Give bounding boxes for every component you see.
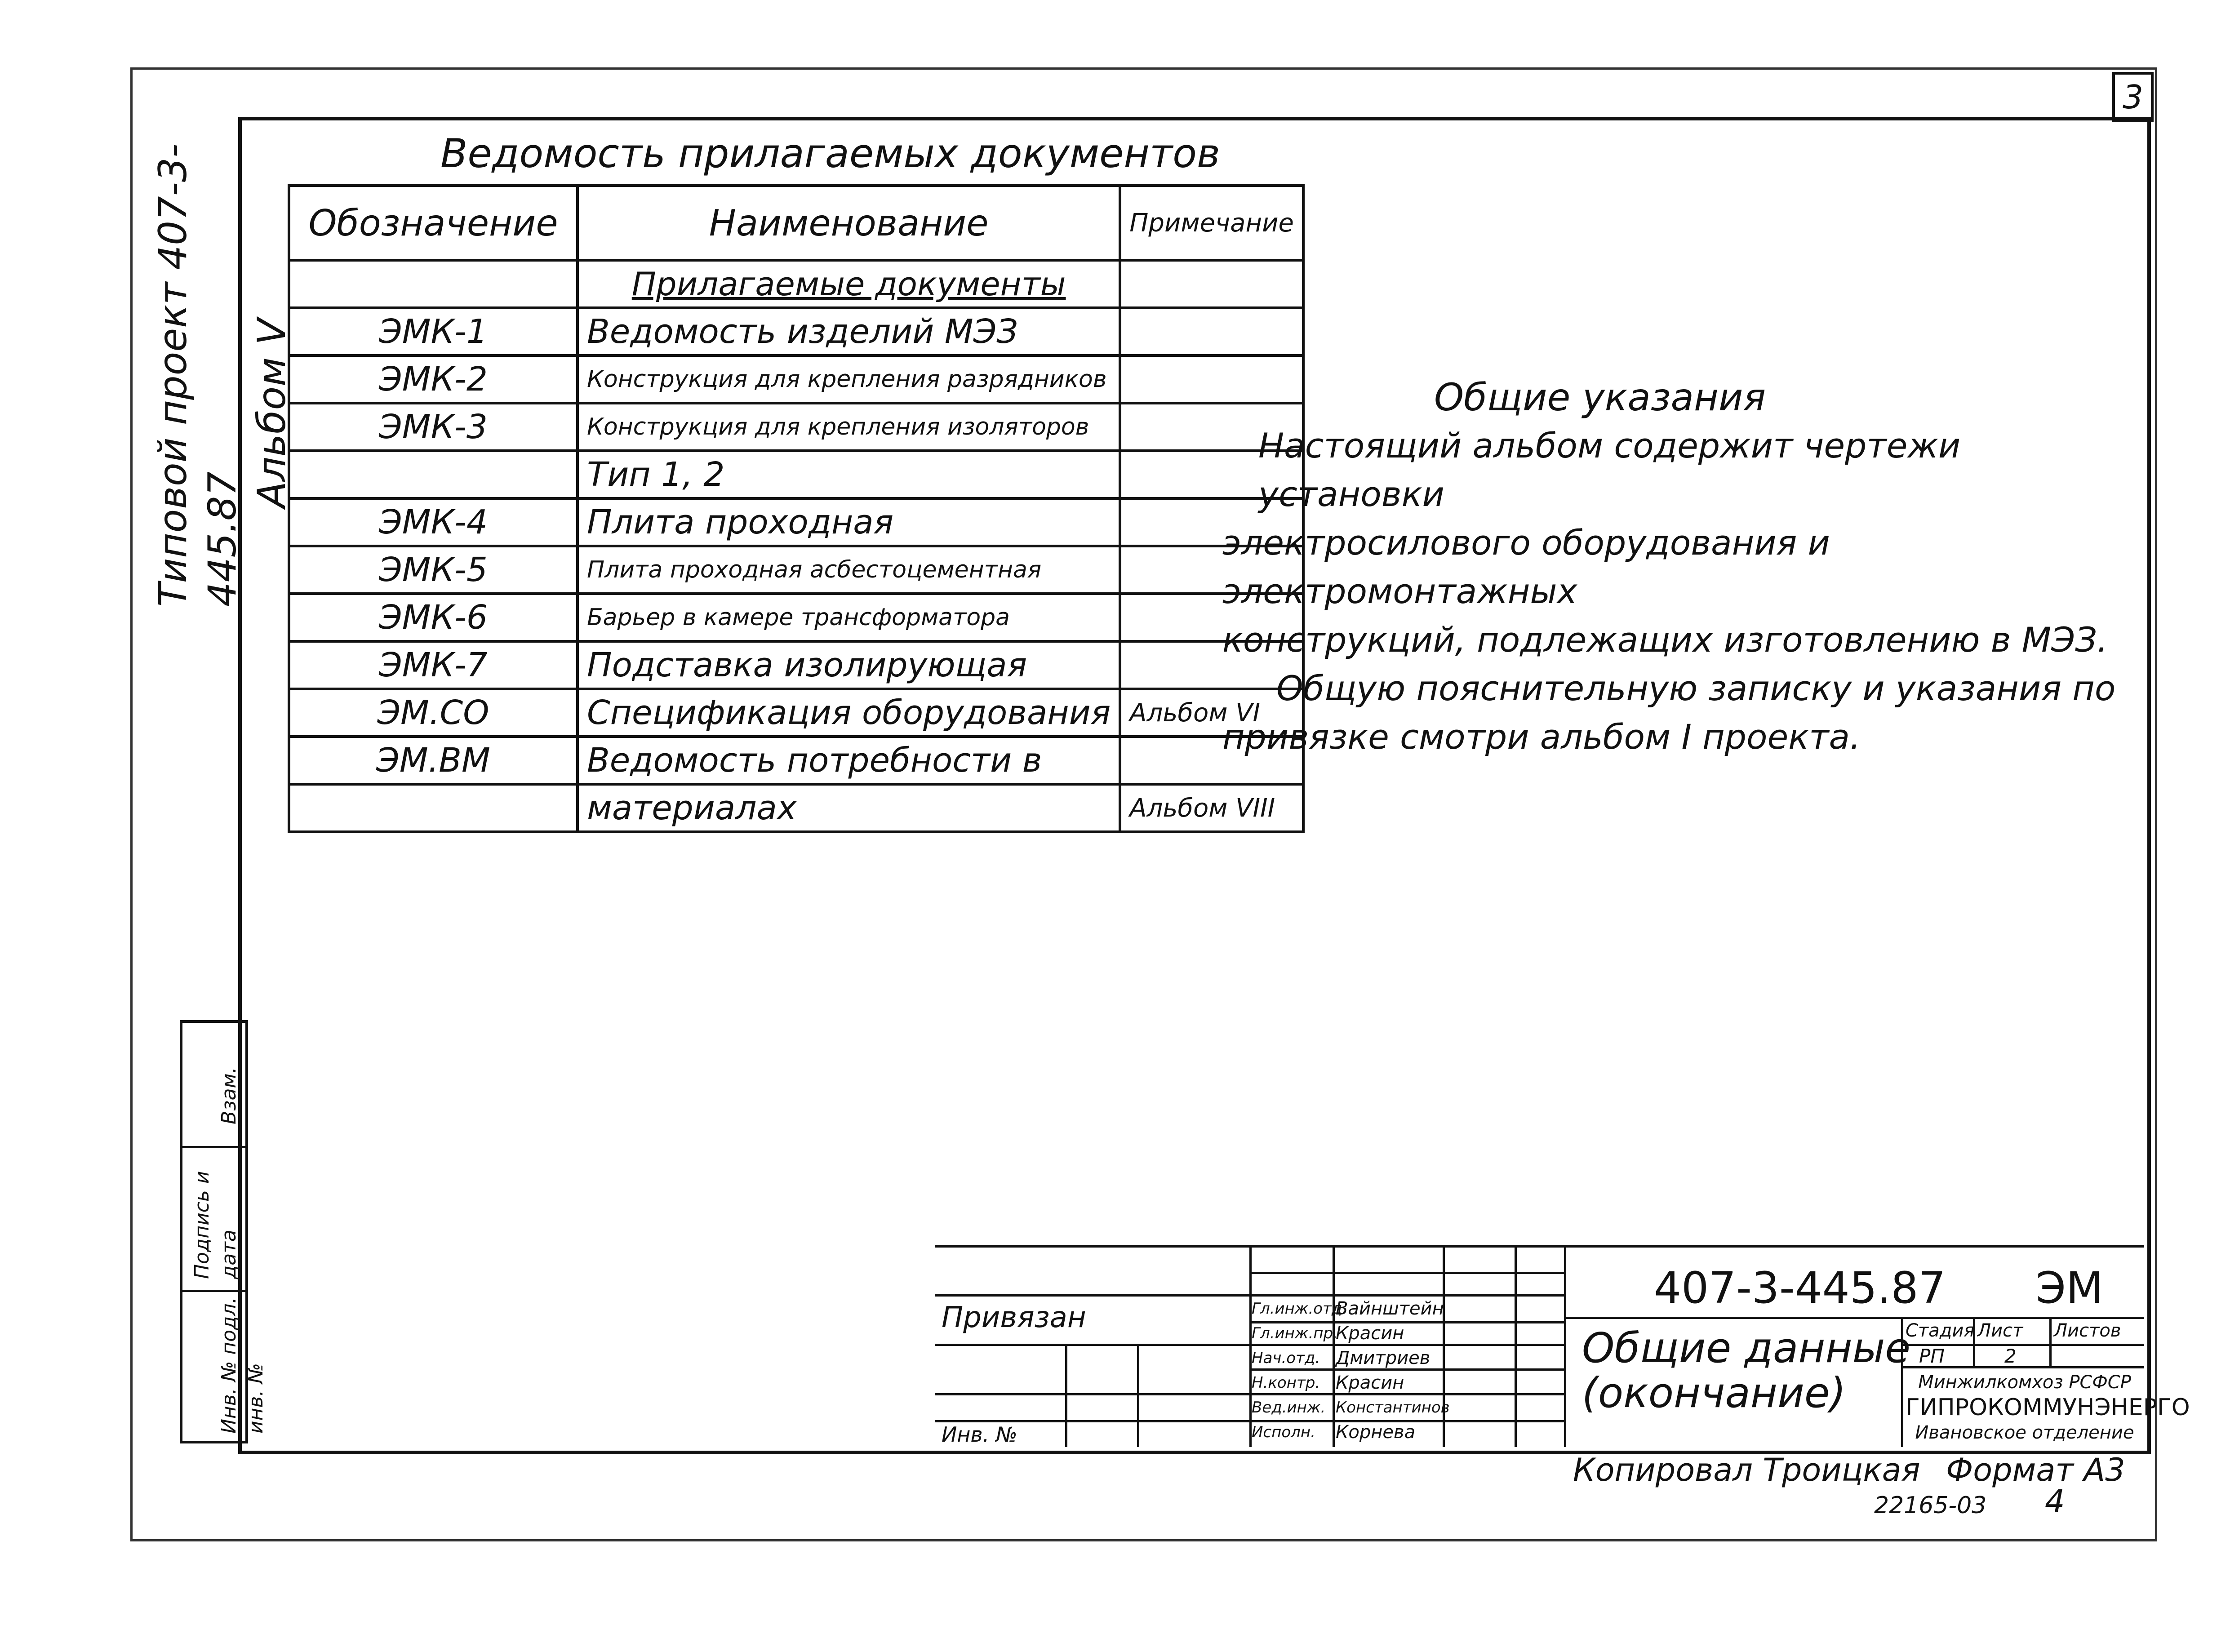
row-code: ЭМК-2: [289, 355, 578, 403]
roles-column: [1252, 1297, 1347, 1445]
row-name: Плита проходная: [578, 498, 1120, 546]
code-mark: ЭМ: [2036, 1263, 2103, 1313]
row-code: ЭМК-3: [289, 403, 578, 451]
grid-line: [935, 1294, 1249, 1297]
role-label: Нач.отд.: [1252, 1349, 1320, 1367]
stage-value: РП: [1919, 1345, 1945, 1367]
row-name: Ведомость изделий МЭЗ: [578, 308, 1120, 355]
notes-line: конструкций, подлежащих изготовлению в МЭЗ.: [1222, 620, 2108, 660]
sheets-label: Листов: [2054, 1320, 2121, 1341]
table-row: [289, 308, 1303, 355]
sheet-title: [1582, 1326, 1910, 1416]
organization: [1906, 1370, 2190, 1445]
documents-title: Ведомость прилагаемых документов: [440, 130, 1220, 177]
row-note: Альбом VI: [1120, 689, 1303, 737]
row-name: Спецификация оборудования: [578, 689, 1120, 737]
row-code: ЭМ.СО: [289, 689, 578, 737]
page-number: 4: [2045, 1483, 2065, 1520]
left-stamp-text: [189, 1020, 270, 1434]
sheet-label: Лист: [1977, 1320, 2023, 1341]
stamp-vzam-inv: Взам. инв. №: [218, 1067, 267, 1434]
grid-line: [1065, 1344, 1067, 1447]
grid-line: [1137, 1344, 1139, 1447]
grid-line: [1564, 1317, 2144, 1319]
notes-line: Общую пояснительную записку и указания по: [1276, 668, 2116, 708]
row-name: Ведомость потребности в: [578, 737, 1120, 784]
person-name: Константинов: [1336, 1399, 1450, 1417]
side-title-line2: Альбом V: [249, 318, 294, 508]
row-code: ЭМК-4: [289, 498, 578, 546]
notes-line: Настоящий альбом содержит чертежи установки: [1258, 426, 1961, 514]
org-line: Ивановское отделение: [1915, 1422, 2134, 1443]
table-row: [289, 498, 1303, 546]
row-name: Прилагаемые документы: [578, 260, 1120, 308]
table-row: [289, 260, 1303, 308]
person-name: Дмитриев: [1336, 1348, 1430, 1368]
grid-line: [1515, 1245, 1517, 1447]
sheet-title-line2: (окончание): [1582, 1369, 1846, 1417]
row-name: Подставка изолирующая: [578, 641, 1120, 689]
sheet-title-line1: Общие данные: [1582, 1324, 1910, 1372]
row-note: Альбом VIII: [1120, 784, 1303, 832]
stamp-inv-podl: Инв. № подл.: [218, 1297, 240, 1434]
row-name: Плита проходная асбестоцементная: [578, 546, 1120, 594]
row-code: ЭМ.ВМ: [289, 737, 578, 784]
row-name: Конструкция для крепления изоляторов: [578, 403, 1120, 451]
role-label: Исполн.: [1252, 1423, 1315, 1441]
row-note: [1120, 308, 1303, 355]
header-designation: Обозначение: [289, 186, 578, 260]
code-number: 407-3-445.87: [1654, 1263, 1946, 1313]
grid-line: [2049, 1317, 2052, 1366]
grid-line: [1249, 1272, 1564, 1274]
header-name: Наименование: [578, 186, 1120, 260]
notes-line: привязке смотри альбом I проекта.: [1222, 717, 1861, 757]
table-row: [289, 689, 1303, 737]
role-label: Гл.инж.пр.: [1252, 1324, 1338, 1342]
person-name: Красин: [1336, 1372, 1404, 1393]
role-label: Н.контр.: [1252, 1374, 1320, 1392]
inv-label: Инв. №: [942, 1422, 1017, 1447]
row-code: ЭМК-1: [289, 308, 578, 355]
notes-heading: Общие указания: [1434, 375, 1766, 419]
side-title-line1: Типовой проект 407-3-445.87: [151, 143, 245, 607]
role-label: Вед.инж.: [1252, 1399, 1326, 1417]
table-row: [289, 594, 1303, 641]
row-name: Конструкция для крепления разрядников: [578, 355, 1120, 403]
row-name: Барьер в камере трансформатора: [578, 594, 1120, 641]
side-project-title: [148, 112, 297, 607]
row-code: ЭМК-5: [289, 546, 578, 594]
table-header-row: [289, 186, 1303, 260]
table-row: [289, 451, 1303, 498]
grid-line: [935, 1393, 1249, 1395]
document-code: [1654, 1263, 2103, 1313]
org-line: Минжилкомхоз РСФСР: [1918, 1372, 2131, 1393]
sheet-value: 2: [2004, 1345, 2017, 1367]
row-note: [1120, 260, 1303, 308]
table-row: [289, 784, 1303, 832]
table-row: [289, 641, 1303, 689]
order-number: 22165-03: [1874, 1492, 1987, 1519]
names-column: [1336, 1297, 1450, 1445]
row-code: [289, 784, 578, 832]
row-name: Тип 1, 2: [578, 451, 1120, 498]
role-label: Гл.инж.отд.: [1252, 1300, 1347, 1318]
documents-table: [288, 184, 1305, 833]
row-code: ЭМК-6: [289, 594, 578, 641]
format-label: Формат А3: [1946, 1452, 2125, 1488]
table-row: [289, 546, 1303, 594]
row-code: [289, 451, 578, 498]
org-line: ГИПРОКОММУНЭНЕРГО: [1906, 1394, 2190, 1421]
person-name: Корнева: [1336, 1422, 1416, 1443]
copied-by: Копировал Троицкая: [1573, 1452, 1920, 1488]
row-code: [289, 260, 578, 308]
row-name: материалах: [578, 784, 1120, 832]
stage-label: Стадия: [1906, 1320, 1975, 1341]
notes-line: электросилового оборудования и электромонтажных: [1222, 523, 1830, 611]
privyazan-label: Привязан: [942, 1301, 1086, 1334]
sheet-number: 3: [2112, 72, 2154, 122]
general-notes: [1222, 373, 2157, 761]
person-name: Вайнштейн: [1336, 1298, 1444, 1319]
header-note: Примечание: [1120, 186, 1303, 260]
person-name: Красин: [1336, 1323, 1404, 1344]
table-row: [289, 737, 1303, 784]
row-code: ЭМК-7: [289, 641, 578, 689]
stamp-signature-date: Подпись и дата: [191, 1171, 240, 1279]
grid-line: [935, 1344, 1249, 1346]
grid-line: [1564, 1245, 1566, 1447]
